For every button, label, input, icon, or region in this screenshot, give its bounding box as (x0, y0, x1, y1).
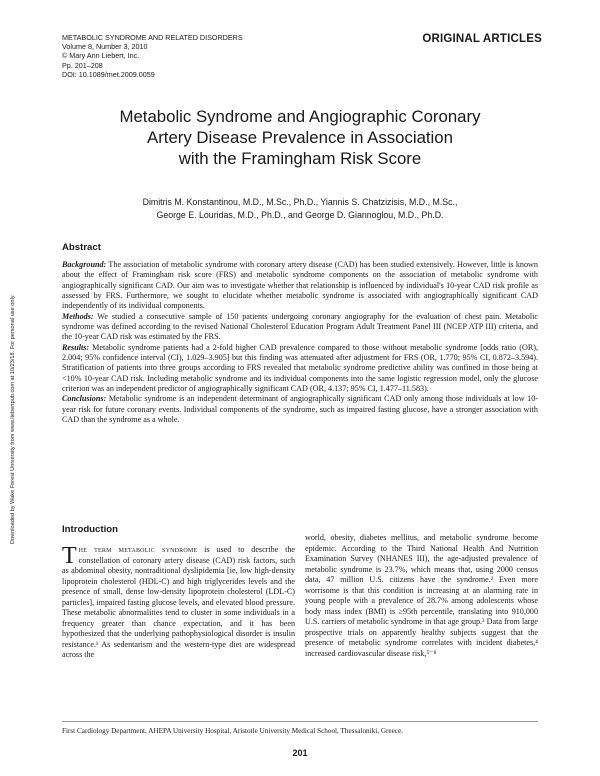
introduction-paragraph (62, 545, 295, 661)
lead-in: he term metabolic syndrome (78, 545, 198, 554)
journal-meta (62, 33, 243, 79)
abstract-heading: Abstract (62, 242, 101, 253)
doi: DOI: 10.1089/met.2009.0059 (62, 69, 155, 79)
section-label: ORIGINAL ARTICLES (422, 33, 542, 45)
conclusions-text: Metabolic syndrome is an independent determinant of angiographically significant CAD only among those individuals at low 10-year risk for future coronary events. Individual components of the syndrome, such as impaired fasting glucose, have a stronger association with CAD than the syndrome as a whole. (62, 394, 538, 425)
background-text: The association of metabolic syndrome with coronary artery disease (CAD) has been studied extensively. However, little is known about the effect of Framingham risk score (FRS) and metabolic syndrome components on the association of metabolic syndrome with angiographically significant CAD. Our aim was to investigate whether that relationship is influenced by individual's 10-year CAD risk profile as assessed by FRS. Furthermore, we sought to elucidate whether metabolic syndrome is associated with angiographically significant CAD independently of its individual components. (62, 260, 538, 311)
introduction-left-column (62, 545, 295, 661)
abstract-conclusions (62, 394, 538, 425)
abstract-background (62, 260, 538, 312)
introduction-right-column (305, 533, 538, 660)
right-column-text: world, obesity, diabetes mellitus, and metabolic syndrome become epidemic. According to the Third National Health And Nutrition Examination Survey (NHANES III), the age-adjusted prevalence of metabolic syndrome is 23.7%, which means that, using 2000 census data, 47 million U.S. citizens have the syndrome.² Even more worrisome is that this condition is increasing at an alarming rate in young people with a prevalence of 28.7% among adolescents whose body mass index (BMI) is ≥95th percentile, translating into 910,000 U.S. carriers of metabolic syndrome in that age group.³ Data from large prospective trials on apparently healthy subjects suggest that the presence of metabolic syndrome correlates with incident diabetes,⁴ increased cardiovascular disease risk,⁵⁻⁸ (305, 533, 538, 659)
copyright: © Mary Ann Liebert, Inc. (62, 51, 140, 61)
background-label: Background: (62, 260, 107, 269)
introduction-heading: Introduction (62, 524, 118, 535)
journal-volume: Volume 8, Number 3, 2010 (62, 42, 148, 52)
drop-cap: T (62, 543, 77, 569)
download-notice (10, 244, 22, 544)
left-column-text: is used to describe the constellation of coronary artery disease (CAD) risk factors, such as abdominal obesity, nontraditional dyslipidemia [ie, low high-density lipoprotein cholesterol (HDL-C) and high triglycerides levels and the presence of small, dense low-density lipoprotein cholesterol (LDL-C) particles], impaired fasting glucose levels, and elevated blood pressure. These metabolic abnormalities tend to cluster in some individuals in a frequency greater than chance expectation, and it has been hypothesized that the underlying pathophysiological disorder is insulin resistance.¹ As sedentarism and the western-type diet are widespread across the (62, 545, 296, 660)
author-list (60, 196, 540, 222)
title-line: Artery Disease Prevalence in Association (147, 128, 453, 147)
article-title (60, 106, 540, 169)
page-range: Pp. 201–208 (62, 60, 103, 70)
results-text: Metabolic syndrome patients had a 2-fold higher CAD prevalence compared to those without metabolic syndrome [odds ratio (OR), 2.004; 95% confidence interval (CI), 1.029–3.905] but this finding was attenuated after adjustment for FRS (OR, 1.770; 95% CI, 0.872–3.594). Stratification of patients into three groups according to FRS revealed that metabolic syndrome predictive ability was confined in those being at <10% 10-year CAD risk. Including metabolic syndrome and its individual components into the same logistic regression model, only the glucose criterion was an independent predictor of angiographically significant CAD (OR, 4.137; 95% CI, 1.477–11.583). (62, 342, 538, 394)
results-label: Results: (62, 342, 90, 352)
methods-label: Methods: (62, 311, 94, 321)
conclusions-label: Conclusions: (62, 394, 107, 404)
abstract-methods (62, 312, 538, 343)
abstract-results (62, 343, 538, 395)
affiliation: First Cardiology Department, AHEPA University Hospital, Aristotle University Medical School, Thessaloniki, Greece. (62, 727, 403, 735)
journal-name: METABOLIC SYNDROME AND RELATED DISORDERS (62, 33, 243, 42)
methods-text: We studied a consecutive sample of 150 patients undergoing coronary angiography for the evaluation of chest pain. Metabolic syndrome was defined according to the revised National Cholesterol Education Program Adult Treatment Panel III (NCEP ATP III) criteria, and the 10-year CAD risk was estimated by the FRS. (62, 311, 538, 342)
page-number: 201 (292, 748, 308, 758)
title-line: with the Framingham Risk Score (178, 149, 422, 168)
download-notice-text: Downloaded by Wake Forest University from www.liebertpub.com at 10/23/18. For personal use only. (10, 294, 16, 544)
abstract-body (62, 260, 538, 426)
author-line: Dimitris M. Konstantinou, M.D., M.Sc., Ph.D., Yiannis S. Chatzizisis, M.D., M.Sc., (142, 197, 458, 207)
title-line: Metabolic Syndrome and Angiographic Coronary (119, 107, 481, 126)
footnote-divider (62, 721, 538, 722)
author-line: George E. Louridas, M.D., Ph.D., and George D. Giannoglou, M.D., Ph.D. (156, 209, 444, 220)
